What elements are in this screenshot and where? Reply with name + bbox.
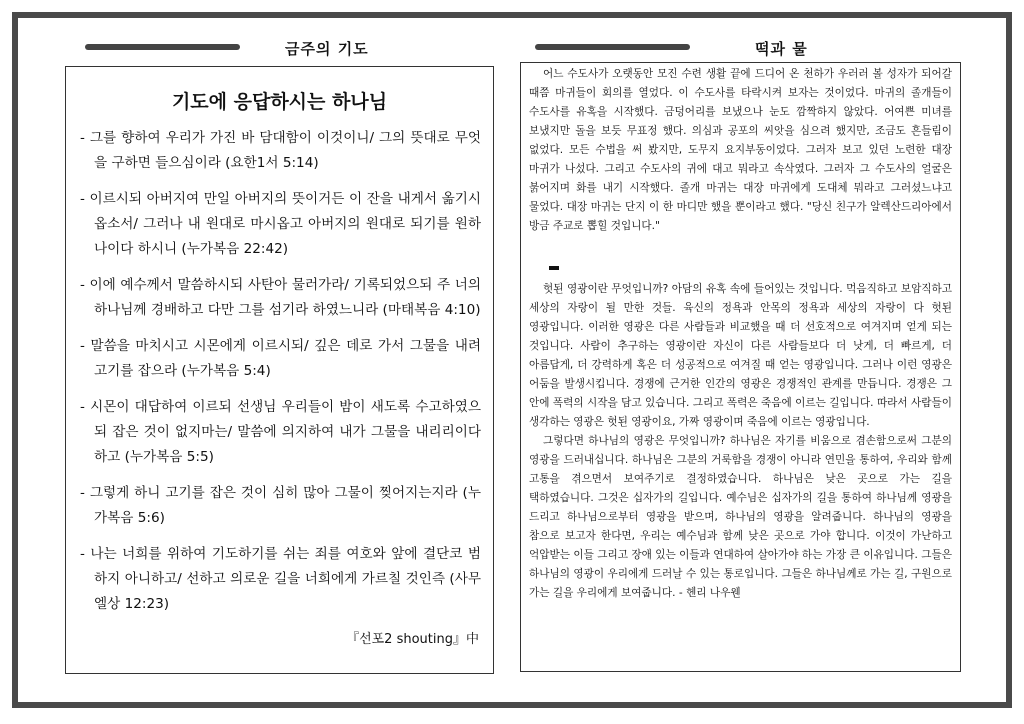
prayer-source: 『선포2 shouting』中: [346, 632, 479, 647]
story-panel: [520, 62, 961, 672]
story-text: [521, 65, 960, 603]
story-paragraph: 헛된 영광이란 무엇입니까? 아담의 유혹 속에 들어있는 것입니다. 먹음직하고 보암직하고 세상의 자랑이 될 만한 것들. 육신의 정욕과 안목의 정욕과 세상의 자랑이 다 헛된 영광입니다. 이러한 영광은 다른 사람들과 비교했을 때 더 선호적으로 여겨지며 얻게 되는 것입니다. 사람이 추구하는 영광이란 자신이 다른 사람들보다 더 낫게, 더 빠르게, 더 아름답게, 더 강력하게 혹은 더 성공적으로 여겨질 때 얻는 영광입니다. 그러나 이런 영광은 어둠을 발생시킵니다. 경쟁에 근거한 인간의 영광은 경쟁적인 관계를 만듭니다. 경쟁은 그 안에 폭력의 시작을 담고 있습니다. 그리고 폭력은 죽음에 이르는 길입니다. 따라서 사람들이 생각하는 영광은 헛된 영광이요, 가짜 영광이며 죽음에 이르는 영광입니다.: [529, 283, 952, 428]
verse-item: - 말씀을 마치시고 시몬에게 이르시되/ 깊은 데로 가서 그물을 내려 고기를 잡으라 (누가복음 5:4): [80, 338, 481, 379]
left-section-heading: 금주의 기도: [285, 40, 369, 58]
right-section-heading: 떡과 물: [755, 40, 808, 58]
prayer-title: 기도에 응답하시는 하나님: [171, 91, 388, 113]
verse-item: - 그를 향하여 우리가 가진 바 담대함이 이것이니/ 그의 뜻대로 무엇을 구하면 들으심이라 (요한1서 5:14): [80, 130, 481, 171]
verse-item: - 이에 예수께서 말씀하시되 사탄아 물러가라/ 기록되었으되 주 너의 하나님께 경배하고 다만 그를 섬기라 하였느니라 (마태복음 4:10): [80, 277, 481, 318]
left-header-bar: [85, 44, 240, 50]
story-paragraph: 어느 수도사가 오랫동안 모진 수련 생활 끝에 드디어 온 천하가 우러러 볼 성자가 되어갈 때쯤 마귀들이 회의를 열었다. 이 수도사를 타락시켜 보자는 것이었다. 마귀의 졸개들이 수도사를 유혹을 시작했다. 금덩어리를 보냈으나 눈도 깜짝하지 않았다. 어여쁜 미녀를 보냈지만 돌을 보듯 무표정 했다. 의심과 공포의 씨앗을 심으려 했지만, 조금도 흔들림이 없었다. 모든 수법을 써 봤지만, 도무지 요지부동이었다. 그러자 보고 있던 노련한 대장 마귀가 나섰다. 그리고 수도사의 귀에 대고 뭐라고 속삭였다. 그러자 그 수도사의 얼굴은 붉어지며 화를 내기 시작했다. 졸개 마귀는 대장 마귀에게 도대체 뭐라고 그러셨느냐고 물었다. 대장 마귀는 단지 이 한 마디만 했을 뿐이라고 했다. "당신 친구가 알렉산드리아에서 방금 주교로 뽑힐 것입니다.": [529, 68, 952, 232]
prayer-panel: [65, 66, 494, 674]
section-divider-mark: [549, 266, 559, 270]
story-paragraph: 그렇다면 하나님의 영광은 무엇입니까? 하나님은 자기를 비움으로 겸손함으로써 그분의 영광을 드러내십니다. 하나님은 그분의 거룩함을 경쟁이 아니라 연민을 통하여, 우리와 함께 고통을 겪으면서 보여주기로 결정하였습니다. 하나님은 낮은 곳으로 가는 길을 택하였습니다. 그것은 십자가의 길입니다. 예수님은 십자가의 길을 통하여 하나님께 영광을 드리고 하나님으로부터 영광을 받으며, 하나님의 영광을 알려줍니다. 하나님의 영광을 참으로 보고자 한다면, 우리는 예수님과 함께 낮은 곳으로 가야 합니다. 이것이 가난하고 억압받는 이들 그리고 장애 있는 이들과 연대하여 살아가야 하는 가장 큰 이유입니다. 그들은 하나님의 영광이 우리에게 드러날 수 있는 통로입니다. 그들은 하나님께로 가는 길, 구원으로 가는 길을 우리에게 보여줍니다. - 헨리 나우웬: [529, 435, 952, 599]
right-header-bar: [535, 44, 690, 50]
verse-item: - 나는 너희를 위하여 기도하기를 쉬는 죄를 여호와 앞에 결단코 범하지 아니하고/ 선하고 의로운 길을 너희에게 가르칠 것인즉 (사무엘상 12:23): [80, 546, 481, 612]
verse-item: - 시몬이 대답하여 이르되 선생님 우리들이 밤이 새도록 수고하였으되 잡은 것이 없지마는/ 말씀에 의지하여 내가 그물을 내리리이다 하고 (누가복음 5:5): [80, 399, 481, 465]
verse-item: - 그렇게 하니 고기를 잡은 것이 심히 많아 그물이 찢어지는지라 (누가복음 5:6): [80, 485, 481, 526]
verse-item: - 이르시되 아버지여 만일 아버지의 뜻이거든 이 잔을 내게서 옮기시옵소서/ 그러나 내 원대로 마시옵고 아버지의 원대로 되기를 원하나이다 하시니 (누가복음 22:42): [80, 191, 481, 257]
